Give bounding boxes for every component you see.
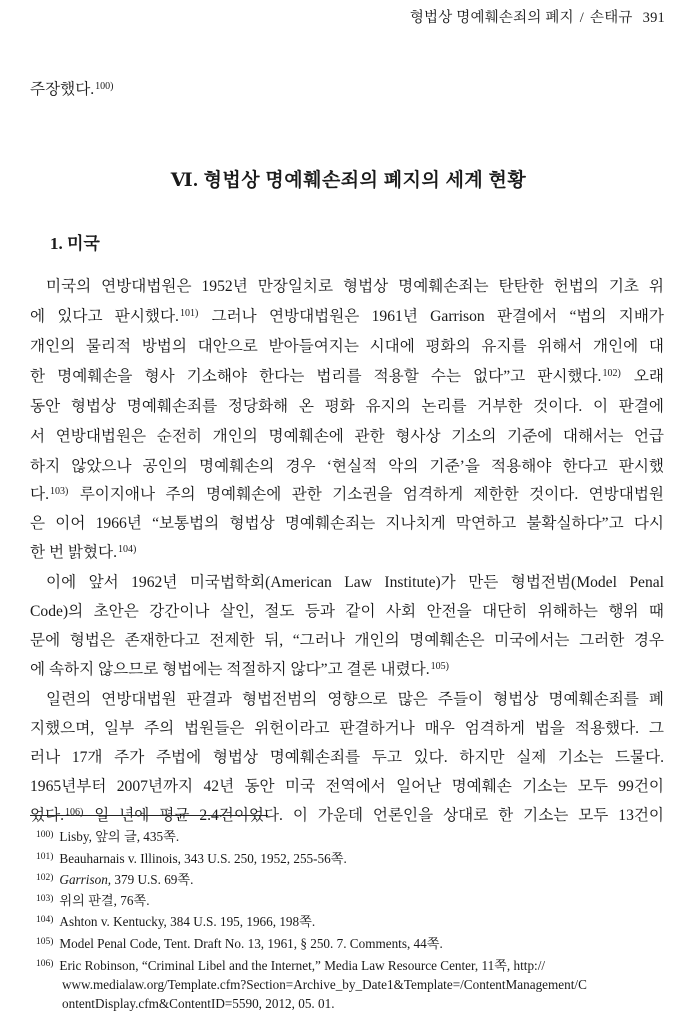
body-line: 이에 앞서 1962년 미국법학회(American Law Institute)가 만든 형법전범(Model Penal [46, 574, 664, 591]
footnote: $^{103)}$ 위의 판결, 76쪽. [36, 893, 150, 908]
footnote-ref: 103) [49, 486, 69, 497]
footnote-number: 102) [36, 873, 54, 883]
footnote-divider [30, 815, 268, 816]
running-title: 형법상 명예훼손죄의 폐지 [409, 10, 574, 26]
body-line: 문에 형법은 존재한다고 전제한 뒤, “그러나 개인의 명예훼손은 미국에서는 그러한 경우 [30, 632, 664, 649]
subsection-heading: 1. 미국 [50, 234, 100, 253]
body-line: 주장했다.$^{100)}$ [30, 81, 114, 98]
footnote-ref: 101) [179, 308, 199, 319]
body-line: 동안 형법상 명예훼손죄를 정당화해 온 평화 유지의 논리를 거부한 것이다. 이 판결에 [30, 398, 664, 415]
footnote-ref: 102) [602, 368, 621, 379]
footnote: $^{106)}$ Eric Robinson, “Criminal Libel and the Internet,” Media Law Resource Center, 11쪽, http:// [36, 958, 546, 973]
body-line: Code)의 초안은 강간이나 살인, 절도 등과 같이 사회 안전을 대단히 위해하는 행위 때 [30, 603, 664, 620]
footnote: $^{101)}$ Beauharnais v. Illinois, 343 U.S. 250, 1952, 255-56쪽. [36, 851, 347, 866]
body-line: 1965년부터 2007년까지 42년 동안 미국 전역에서 일어난 명예훼손 기소는 모두 99건이 [30, 778, 664, 795]
body-line: 다.$^{103)}$ 루이지애나 주의 명예훼손에 관한 기소권을 엄격하게 제한한 것이다. 연방대법원 [30, 486, 664, 503]
footnote-continuation: www.medialaw.org/Template.cfm?Section=Archive_by_Date1&Template=/ContentManagement/C [62, 977, 587, 992]
section-title: Ⅵ. 형법상 명예훼손죄의 폐지의 세계 현황 [170, 170, 527, 191]
footnote-number: 104) [36, 915, 54, 925]
footnote-ref: 100) [95, 81, 114, 92]
footnote-number: 105) [36, 937, 54, 947]
body-line: 에 있다고 판시했다.$^{101)}$ 그러나 연방대법원은 1961년 Garrison 판결에서 “법의 지배가 [30, 308, 664, 325]
footnote: $^{102)}$ Garrison, 379 U.S. 69쪽. [36, 872, 194, 887]
footnote-ref: 106) [65, 807, 84, 818]
footnote-number: 103) [36, 894, 54, 904]
footnote-ref: 104) [118, 544, 137, 555]
body-line: 한 명예훼손을 형사 기소해야 한다는 법리를 적용할 수는 없다”고 판시했다.$^{102)}$ 오래 [30, 368, 664, 385]
body-line: 에 속하지 않으므로 형법에는 적절하지 않다”고 결론 내렸다.$^{105)}$ [30, 661, 449, 678]
running-header [410, 6, 665, 27]
body-line: 러나 17개 주가 주법에 형법상 명예훼손죄를 두고 있다. 하지만 실제 기소는 드물다. [30, 749, 664, 766]
footnote-number: 106) [36, 959, 54, 969]
footnote-number: 101) [36, 852, 54, 862]
body-line: 었다.$^{106)}$ 일 년에 평균 2.4건이었다. 이 가운데 언론인을 상대로 한 기소는 모두 13건이 [30, 807, 664, 824]
footnote-continuation: ontentDisplay.cfm&ContentID=5590, 2012, 05. 01. [62, 996, 335, 1011]
body-line: 하지 않았으나 공인의 명예훼손의 경우 ‘현실적 악의 기준’을 적용해야 한다고 판시했 [30, 458, 664, 475]
author-name: 손태규 [590, 10, 633, 26]
body-line: 지했으며, 일부 주의 법원들은 위헌이라고 판결하거나 매우 엄격하게 법을 적용했다. 그 [30, 720, 664, 737]
body-line: 미국의 연방대법원은 1952년 만장일치로 형법상 명예훼손죄는 탄탄한 헌법의 기초 위 [46, 278, 664, 295]
footnote: $^{104)}$ Ashton v. Kentucky, 384 U.S. 195, 1966, 198쪽. [36, 914, 316, 929]
body-line: 개인의 물리적 방법의 대안으로 받아들여지는 시대에 평화의 유지를 위해서 개인에 대 [30, 338, 664, 355]
footnote: $^{105)}$ Model Penal Code, Tent. Draft No. 13, 1961, § 250. 7. Comments, 44쪽. [36, 936, 443, 951]
body-line: 은 이어 1966년 “보통법의 형법상 명예훼손죄는 지나치게 막연하고 불확실하다”고 다시 [30, 515, 664, 532]
body-line: 한 번 밝혔다.$^{104)}$ [30, 544, 137, 561]
body-line: 일련의 연방대법원 판결과 형법전범의 영향으로 많은 주들이 형법상 명예훼손죄를 폐 [46, 691, 664, 708]
page-number: 391 [642, 10, 665, 26]
footnote-ref: 105) [430, 661, 449, 672]
body-line: 서 연방대법원은 순전히 개인의 명예훼손에 관한 형사상 기소의 기준에 대해서는 언급 [30, 428, 664, 445]
footnote-number: 100) [36, 830, 54, 840]
footnote: $^{100)}$ Lisby, 앞의 글, 435쪽. [36, 829, 180, 844]
header-separator: / [579, 10, 585, 26]
